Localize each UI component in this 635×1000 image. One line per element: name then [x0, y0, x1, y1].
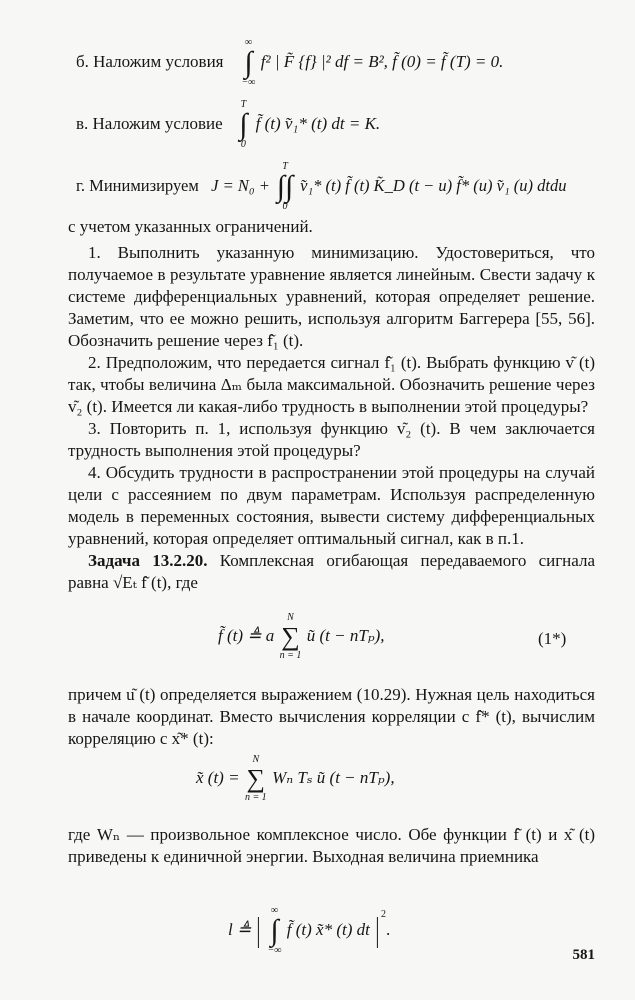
item-b-formula: ² | F͂ {f} |² df = B², f͂ (0) = f͂ (T) = 0.	[265, 51, 504, 71]
task-2: 2. Предположим, что передается сигнал f͂₁ (t). Выбрать функцию v͂ (t) так, чтобы величина Δₘ была максимальной. Обозначить решение через v͂₂ (t). Имеется ли какая-либо трудность в выполнении этой процедуры?	[68, 353, 595, 416]
page-number: 581	[572, 947, 595, 963]
problem-intro-paragraph	[68, 550, 595, 594]
task-3: 3. Повторить п. 1, используя функцию v͂₂ (t). В чем заключается трудность выполнения этой процедуры?	[68, 419, 595, 460]
integral-sign: ∞ ∫ −∞	[267, 905, 282, 957]
sum-upper-limit: N	[287, 612, 294, 623]
task-4: 4. Обсудить трудности в распространении этой процедуры на случай цели с рассеянием по двум параметрам. Используя распределенную модель в переменных состояния, вывести систему дифференциальных уравнений, которая определяет оптимальный сигнал, как в п.1.	[68, 463, 595, 548]
item-g-label: г. Минимизируем	[76, 175, 199, 195]
equation-1-number: (1*)	[538, 629, 567, 648]
sum-lower-limit: n = 1	[279, 650, 302, 661]
equation-3-rhs: f͂ (t) x͂* (t) dt	[286, 920, 370, 939]
integral-upper-limit: T	[240, 99, 247, 110]
item-v-formula: f͂ (t) v͂₁* (t) dt = K.	[255, 113, 381, 133]
integral-sign: ∞ ∫ −∞	[241, 37, 256, 88]
problem-intro: Комплексная огибающая передаваемого сигнала равна √Eₜ f͂ (t), где	[68, 551, 596, 592]
integral-sign: T ∫ 0	[235, 110, 251, 140]
item-g-formula: v͂₁* (t) f͂ (t) K͂_D (t − u) f͂* (u) v͂₁ (u) dtdu	[300, 175, 567, 195]
equation-3-period: .	[385, 920, 391, 939]
equation-2-rhs: Wₙ Tₛ u͂ (t − nTₚ),	[272, 767, 395, 787]
text-after-equation-1	[68, 684, 595, 750]
integral-upper-limit: T	[282, 161, 288, 172]
sum-lower-limit: n = 1	[244, 792, 267, 803]
equation-3	[228, 904, 391, 957]
item-v-label: в. Наложим условие	[76, 113, 223, 133]
equation-1	[218, 612, 385, 661]
integral-lower-limit: −∞	[267, 945, 282, 957]
sum-sign: N ∑ n = 1	[279, 624, 303, 650]
after-equation-2: где Wₙ — произвольное комплексное число. Обе функции f͂ (t) и x͂ (t) приведены к единичной энергии. Выходная величина приемника	[68, 825, 595, 866]
abs-bar-right: |	[375, 912, 380, 950]
problem-title: Задача 13.2.20.	[88, 551, 208, 570]
text-after-equation-2	[68, 824, 595, 868]
item-b-formula-pre: f	[260, 51, 266, 71]
integral-upper-limit: ∞	[244, 37, 253, 48]
equation-1-lhs: f͂ (t) ≜ a	[218, 625, 275, 645]
constraints-note: с учетом указанных ограничений.	[68, 217, 313, 236]
equation-3-power: 2	[380, 909, 386, 920]
sum-sign: N ∑ n = 1	[244, 766, 268, 792]
integral-lower-limit: 0	[282, 201, 288, 212]
page	[68, 0, 595, 1000]
body-text	[68, 216, 595, 594]
double-integral-sign: T ∫∫ 0	[274, 172, 296, 202]
item-b-label: б. Наложим условия	[76, 51, 224, 71]
integral-upper-limit: ∞	[270, 905, 279, 917]
equation-3-lhs: l ≜	[228, 920, 252, 939]
item-v	[76, 99, 381, 150]
sum-upper-limit: N	[252, 754, 260, 765]
equation-1-rhs: u͂ (t − nTₚ),	[306, 625, 385, 645]
after-equation-1: причем u͂ (t) определяется выражением (10.29). Нужная цель находиться в начале координат. Вместо вычисления корреляции с f͂* (t), вычислим корреляцию с x͂* (t):	[68, 685, 595, 748]
item-g	[76, 161, 567, 212]
equation-2	[196, 754, 395, 803]
integral-lower-limit: 0	[240, 139, 246, 150]
item-b	[76, 37, 504, 88]
equation-2-lhs: x͂ (t) =	[196, 767, 240, 787]
integral-lower-limit: −∞	[241, 77, 256, 88]
task-1: 1. Выполнить указанную минимизацию. Удостовериться, что получаемое в результате уравнение является линейным. Свести задачу к системе дифференциальных уравнений, которая определяет решение. Заметим, что ее можно решить, используя алгоритм Баггерера [55, 56]. Обозначить решение через f͂₁ (t).	[68, 243, 595, 350]
item-g-formula-lhs: J = N₀ +	[211, 175, 270, 195]
abs-bar-left: |	[256, 912, 261, 950]
